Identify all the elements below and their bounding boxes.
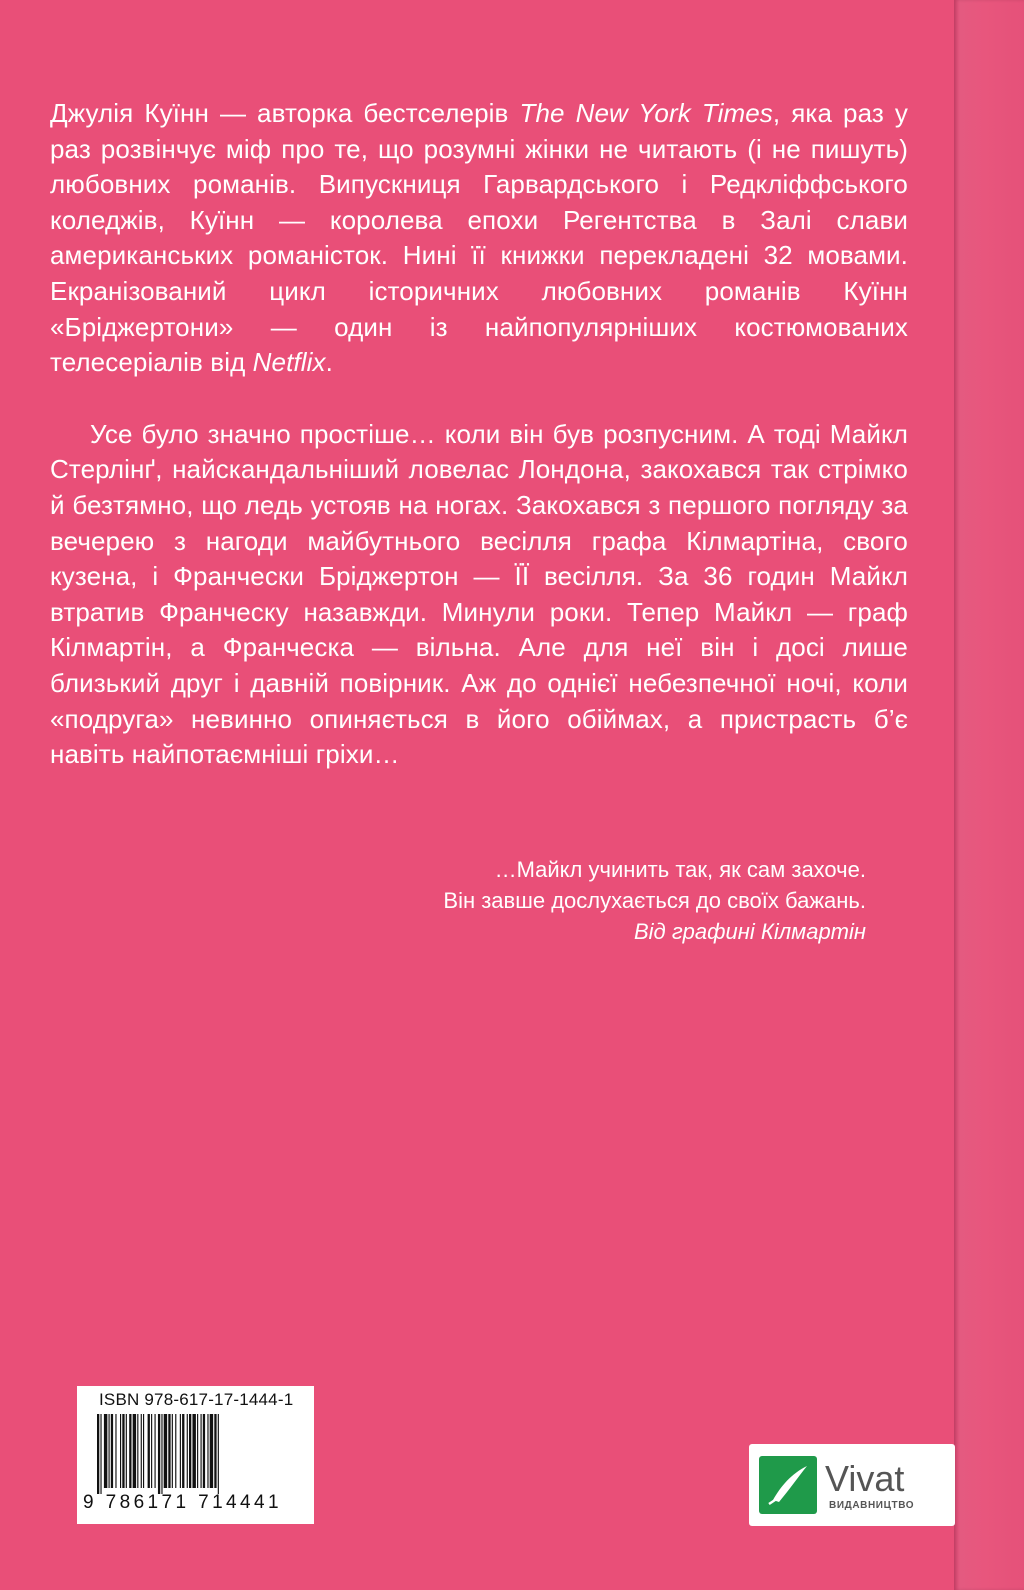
barcode-bar — [158, 1414, 160, 1494]
vivat-leaf-icon — [759, 1456, 817, 1514]
barcode-bar — [201, 1414, 202, 1488]
barcode-bar — [155, 1414, 156, 1488]
barcode-bar — [168, 1414, 170, 1488]
bio-text-2: , яка раз у раз розвінчує міф про те, що розумні жінки не читають (і не пишуть) любовних романів. Випускниця Гарвардського і Редкліффського коледжів, Куїнн — королева епохи Регентства в Залі слави американських романісток. Нині її книжки перекладені 32 мовами. Екранізований цикл історичних любовних романів Куїнн «Бріджертони» — один із найпопулярніших костюмованих телесеріалів від — [50, 98, 909, 378]
barcode-bar — [148, 1414, 150, 1488]
barcode-bar — [111, 1414, 113, 1488]
barcode-bar — [137, 1414, 138, 1488]
barcode-bar — [182, 1414, 184, 1488]
barcode-bar — [207, 1414, 208, 1488]
barcode-bar — [104, 1414, 107, 1488]
barcode-bar — [203, 1414, 205, 1488]
barcode-bar — [164, 1414, 167, 1488]
bio-text-1: Джулія Куїнн — авторка бестселерів — [50, 98, 520, 128]
barcode-bar — [133, 1414, 136, 1488]
barcode-bar — [100, 1414, 101, 1494]
barcode-bars-icon — [97, 1414, 295, 1494]
barcode-bar — [143, 1414, 144, 1488]
barcode-bar — [172, 1414, 173, 1488]
isbn-label: ISBN 978-617-17-1444-1 — [99, 1390, 294, 1409]
barcode-bar — [189, 1414, 191, 1488]
barcode-bar — [197, 1414, 198, 1488]
barcode-bar — [187, 1414, 188, 1488]
barcode-bar — [115, 1414, 116, 1488]
barcode-bar — [97, 1414, 99, 1494]
barcode-bar — [175, 1414, 176, 1488]
quote-line-2: Він завше дослухається до своїх бажань. — [443, 888, 866, 913]
bio-italic-netflix: Netflix — [252, 347, 326, 378]
book-spine-edge — [954, 0, 1024, 1590]
barcode-bar — [109, 1414, 110, 1488]
quote-line-1: …Майкл учинить так, як сам захоче. — [494, 857, 866, 882]
barcode-bar — [120, 1414, 121, 1488]
bio-text-3: . — [325, 347, 333, 378]
barcode-bar — [122, 1414, 124, 1488]
barcode-bar — [214, 1414, 216, 1488]
publisher-subtitle: ВИДАВНИЦТВО — [829, 1500, 915, 1511]
epigraph-quote — [443, 854, 866, 947]
quote-signature: Від графині Кілмартін — [633, 919, 866, 944]
barcode-digits: 9 786171 714441 — [83, 1492, 282, 1513]
isbn-barcode — [77, 1386, 314, 1524]
barcode-bar — [129, 1414, 131, 1488]
bio-italic-nyt: The New York Times — [519, 98, 773, 128]
author-bio — [50, 96, 908, 381]
barcode-bar — [151, 1414, 152, 1488]
barcode-bar — [192, 1414, 195, 1488]
barcode-bar — [210, 1414, 213, 1488]
book-synopsis: Усе було значно простіше… коли він був розпусним. А тоді Майкл Стерлінґ, найскандальніший ловелас Лондона, закохався так стрімко й безтямно, що ледь устояв на ногах. Закохався з першого погляду за вечерею з нагоди майбутнього весілля графа Кілмартіна, свого кузена, і Франчески Бріджертон — ЇЇ весілля. За 36 годин Майкл втратив Франческу назавжди. Минули роки. Тепер Майкл — граф Кілмартін, а Франческа — вільна. Але для неї він і досі лише близький друг і давній повірник. Аж до однієї небезпечної ночі, коли «подруга» невинно опиняється в його обіймах, а пристрасть б’є навіть найпотаємніші гріхи… — [50, 418, 908, 770]
barcode-bar — [126, 1414, 127, 1488]
barcode-bar — [161, 1414, 162, 1494]
cover-text — [50, 96, 908, 773]
publisher-name: Vivat — [825, 1458, 905, 1499]
publisher-logo — [749, 1444, 955, 1526]
barcode-bar — [218, 1414, 219, 1494]
barcode-bar — [180, 1414, 181, 1488]
barcode-bar — [141, 1414, 142, 1488]
